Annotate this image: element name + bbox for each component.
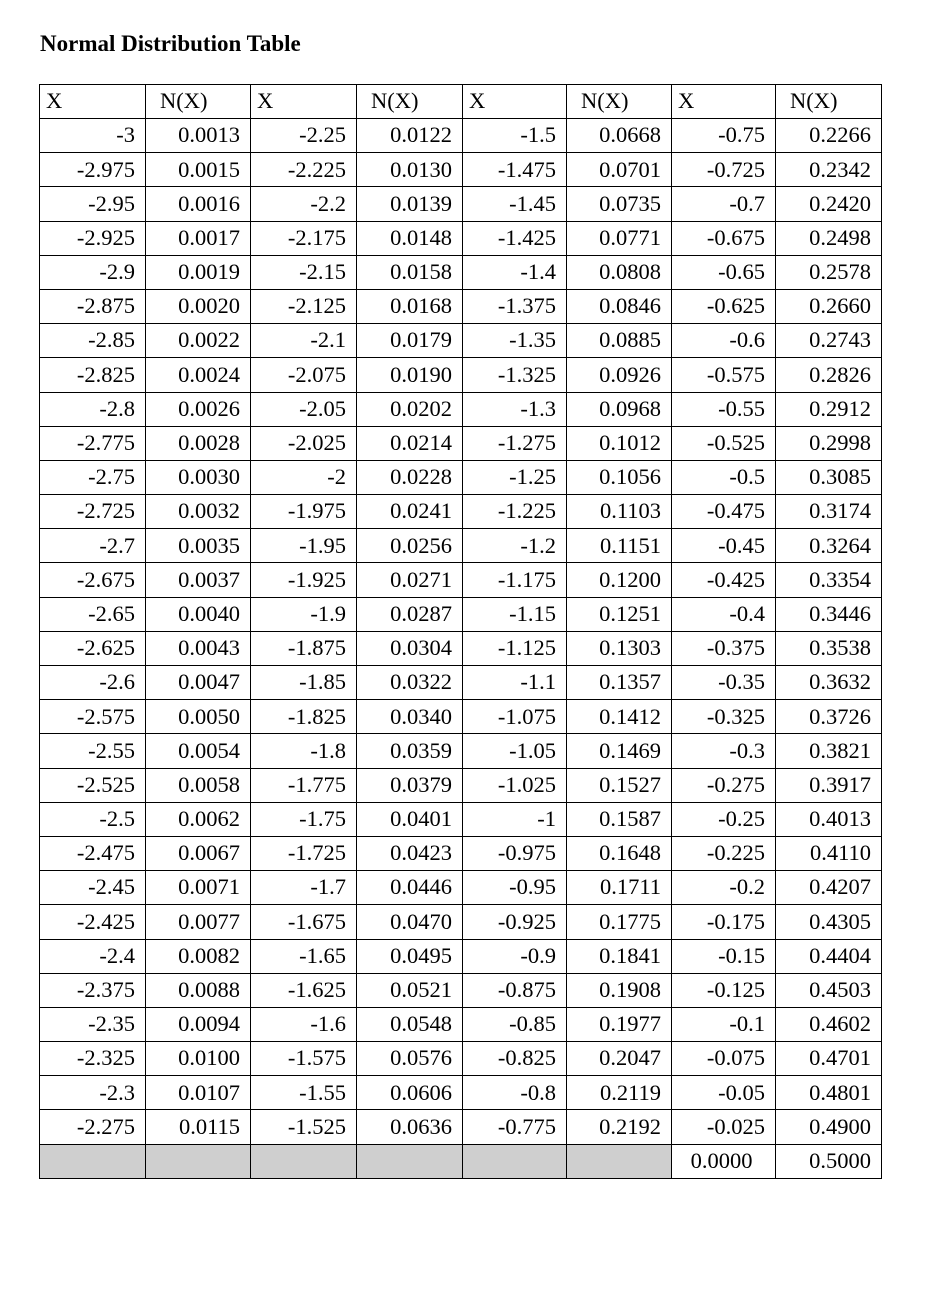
nx-value-cell: 0.1412	[567, 700, 672, 734]
nx-value-cell: 0.0028	[146, 426, 251, 460]
nx-value-cell: 0.1841	[567, 939, 672, 973]
x-value-cell: -0.65	[672, 255, 776, 289]
table-row	[40, 768, 882, 802]
x-value-cell: -2.125	[251, 289, 357, 323]
x-value-cell: -0.725	[672, 153, 776, 187]
nx-value-cell: 0.0287	[357, 597, 463, 631]
nx-value-cell: 0.0067	[146, 836, 251, 870]
x-value-cell: -2.8	[40, 392, 146, 426]
x-value-cell: -1.925	[251, 563, 357, 597]
nx-value-cell: 0.2342	[776, 153, 882, 187]
nx-value-cell: 0.0606	[357, 1076, 463, 1110]
x-value-cell: -2.35	[40, 1007, 146, 1041]
x-value-cell: -2.075	[251, 358, 357, 392]
x-value-cell: -2.05	[251, 392, 357, 426]
x-value-cell: -0.675	[672, 221, 776, 255]
x-value-cell: -1.375	[463, 289, 567, 323]
table-row	[40, 392, 882, 426]
x-value-cell: -2.7	[40, 529, 146, 563]
x-value-cell: -1.875	[251, 631, 357, 665]
nx-value-cell: 0.0035	[146, 529, 251, 563]
shaded-empty-cell	[251, 1144, 357, 1178]
nx-value-cell: 0.1200	[567, 563, 672, 597]
x-value-cell: -2.4	[40, 939, 146, 973]
nx-value-cell: 0.0015	[146, 153, 251, 187]
nx-value-cell: 0.1977	[567, 1007, 672, 1041]
column-header-nx: N(X)	[776, 85, 882, 119]
table-row	[40, 631, 882, 665]
x-value-cell: -0.575	[672, 358, 776, 392]
x-value-cell: -0.075	[672, 1042, 776, 1076]
x-value-cell: -0.25	[672, 802, 776, 836]
x-value-cell: -0.375	[672, 631, 776, 665]
x-value-cell: -1.65	[251, 939, 357, 973]
x-value-cell: -1.4	[463, 255, 567, 289]
table-row	[40, 153, 882, 187]
nx-value-cell: 0.1527	[567, 768, 672, 802]
table-row	[40, 187, 882, 221]
x-value-cell: -1.5	[463, 119, 567, 153]
column-header-nx: N(X)	[357, 85, 463, 119]
table-row	[40, 1110, 882, 1144]
nx-value-cell: 0.0115	[146, 1110, 251, 1144]
x-value-cell: -1.55	[251, 1076, 357, 1110]
x-value-cell: -0.925	[463, 905, 567, 939]
x-value-cell: -0.85	[463, 1007, 567, 1041]
table-row	[40, 836, 882, 870]
x-value-cell: -2.45	[40, 871, 146, 905]
column-header-nx: N(X)	[567, 85, 672, 119]
x-value-cell: -1.475	[463, 153, 567, 187]
x-value-cell: -1.6	[251, 1007, 357, 1041]
x-value-cell: -2.425	[40, 905, 146, 939]
x-value-cell: -1.225	[463, 495, 567, 529]
x-value-cell: -0.7	[672, 187, 776, 221]
x-value-cell: -1.725	[251, 836, 357, 870]
nx-value-cell: 0.0446	[357, 871, 463, 905]
x-value-cell: -2.725	[40, 495, 146, 529]
x-value-cell: -3	[40, 119, 146, 153]
shaded-empty-cell	[357, 1144, 463, 1178]
nx-value-cell: 0.0256	[357, 529, 463, 563]
nx-value-cell: 0.0359	[357, 734, 463, 768]
x-value-cell: -0.825	[463, 1042, 567, 1076]
nx-value-cell: 0.0968	[567, 392, 672, 426]
page-title: Normal Distribution Table	[40, 31, 301, 56]
nx-value-cell: 0.0423	[357, 836, 463, 870]
table-row	[40, 597, 882, 631]
nx-value-cell: 0.2420	[776, 187, 882, 221]
nx-value-cell: 0.4701	[776, 1042, 882, 1076]
x-value-cell: -0.775	[463, 1110, 567, 1144]
table-row	[40, 1042, 882, 1076]
x-value-cell: -2.625	[40, 631, 146, 665]
nx-value-cell: 0.2192	[567, 1110, 672, 1144]
x-value-cell: -1.45	[463, 187, 567, 221]
nx-value-cell: 0.0636	[357, 1110, 463, 1144]
x-value-cell: -0.8	[463, 1076, 567, 1110]
nx-value-cell: 0.2743	[776, 324, 882, 358]
nx-value-cell: 0.0088	[146, 973, 251, 1007]
nx-value-cell: 0.3174	[776, 495, 882, 529]
nx-value-cell: 0.1251	[567, 597, 672, 631]
x-value-cell: -1.125	[463, 631, 567, 665]
nx-value-cell: 0.0054	[146, 734, 251, 768]
nx-value-cell: 0.0024	[146, 358, 251, 392]
x-value-cell: -0.475	[672, 495, 776, 529]
nx-value-cell: 0.5000	[776, 1144, 882, 1178]
nx-value-cell: 0.0340	[357, 700, 463, 734]
x-value-cell: -2.15	[251, 255, 357, 289]
x-value-cell: -0.275	[672, 768, 776, 802]
nx-value-cell: 0.0228	[357, 460, 463, 494]
nx-value-cell: 0.2912	[776, 392, 882, 426]
x-value-cell: -0.2	[672, 871, 776, 905]
x-value-cell: -1.3	[463, 392, 567, 426]
nx-value-cell: 0.3354	[776, 563, 882, 597]
nx-value-cell: 0.3632	[776, 666, 882, 700]
nx-value-cell: 0.0016	[146, 187, 251, 221]
x-value-cell: -2.3	[40, 1076, 146, 1110]
table-row	[40, 119, 882, 153]
nx-value-cell: 0.1151	[567, 529, 672, 563]
column-header-x: X	[463, 85, 567, 119]
nx-value-cell: 0.0668	[567, 119, 672, 153]
table-row	[40, 939, 882, 973]
nx-value-cell: 0.0808	[567, 255, 672, 289]
nx-value-cell: 0.4602	[776, 1007, 882, 1041]
nx-value-cell: 0.0107	[146, 1076, 251, 1110]
x-value-cell: -1.775	[251, 768, 357, 802]
nx-value-cell: 0.4110	[776, 836, 882, 870]
nx-value-cell: 0.4207	[776, 871, 882, 905]
shaded-empty-cell	[567, 1144, 672, 1178]
table-row	[40, 426, 882, 460]
x-value-cell: -0.9	[463, 939, 567, 973]
x-value-cell: -1.95	[251, 529, 357, 563]
x-value-cell: -2.2	[251, 187, 357, 221]
nx-value-cell: 0.0701	[567, 153, 672, 187]
x-value-cell: -2.975	[40, 153, 146, 187]
nx-value-cell: 0.2498	[776, 221, 882, 255]
table-row	[40, 666, 882, 700]
table-row	[40, 1007, 882, 1041]
x-value-cell: -2.375	[40, 973, 146, 1007]
x-value-cell: -0.325	[672, 700, 776, 734]
x-value-cell: -1.625	[251, 973, 357, 1007]
nx-value-cell: 0.1012	[567, 426, 672, 460]
nx-value-cell: 0.0017	[146, 221, 251, 255]
nx-value-cell: 0.2578	[776, 255, 882, 289]
x-value-cell: -1.25	[463, 460, 567, 494]
nx-value-cell: 0.0043	[146, 631, 251, 665]
x-value-cell: -1.05	[463, 734, 567, 768]
x-value-cell: -1.525	[251, 1110, 357, 1144]
x-value-cell: -0.875	[463, 973, 567, 1007]
nx-value-cell: 0.0100	[146, 1042, 251, 1076]
column-header-x: X	[40, 85, 146, 119]
nx-value-cell: 0.0094	[146, 1007, 251, 1041]
nx-value-cell: 0.2826	[776, 358, 882, 392]
x-value-cell: -0.45	[672, 529, 776, 563]
x-value-cell: -2.75	[40, 460, 146, 494]
x-value-cell: -1.575	[251, 1042, 357, 1076]
x-value-cell: -1.2	[463, 529, 567, 563]
x-value-cell: -1.275	[463, 426, 567, 460]
x-value-cell: -0.3	[672, 734, 776, 768]
table-row	[40, 871, 882, 905]
x-value-cell: -1.825	[251, 700, 357, 734]
nx-value-cell: 0.0271	[357, 563, 463, 597]
table-row	[40, 973, 882, 1007]
x-value-cell: -2.675	[40, 563, 146, 597]
nx-value-cell: 0.3821	[776, 734, 882, 768]
nx-value-cell: 0.0168	[357, 289, 463, 323]
x-value-cell: -0.025	[672, 1110, 776, 1144]
nx-value-cell: 0.2047	[567, 1042, 672, 1076]
nx-value-cell: 0.0470	[357, 905, 463, 939]
x-value-cell: -0.95	[463, 871, 567, 905]
table-row	[40, 221, 882, 255]
nx-value-cell: 0.0576	[357, 1042, 463, 1076]
nx-value-cell: 0.0032	[146, 495, 251, 529]
nx-value-cell: 0.1775	[567, 905, 672, 939]
nx-value-cell: 0.1711	[567, 871, 672, 905]
shaded-empty-cell	[40, 1144, 146, 1178]
nx-value-cell: 0.0926	[567, 358, 672, 392]
x-value-cell: -0.125	[672, 973, 776, 1007]
x-value-cell: -1.75	[251, 802, 357, 836]
x-value-cell: -2.175	[251, 221, 357, 255]
table-header-row	[40, 85, 882, 119]
table-row	[40, 1076, 882, 1110]
nx-value-cell: 0.0190	[357, 358, 463, 392]
nx-value-cell: 0.3538	[776, 631, 882, 665]
nx-value-cell: 0.0846	[567, 289, 672, 323]
x-value-cell: -1.325	[463, 358, 567, 392]
nx-value-cell: 0.0322	[357, 666, 463, 700]
x-value-cell: -1.8	[251, 734, 357, 768]
nx-value-cell: 0.0771	[567, 221, 672, 255]
nx-value-cell: 0.0885	[567, 324, 672, 358]
x-value-cell: -1.175	[463, 563, 567, 597]
x-value-cell: -0.525	[672, 426, 776, 460]
table-row	[40, 495, 882, 529]
nx-value-cell: 0.0139	[357, 187, 463, 221]
x-value-cell: -0.975	[463, 836, 567, 870]
x-value-cell: -1.425	[463, 221, 567, 255]
nx-value-cell: 0.0022	[146, 324, 251, 358]
x-value-cell: -0.5	[672, 460, 776, 494]
x-value-cell: -0.35	[672, 666, 776, 700]
shaded-empty-cell	[146, 1144, 251, 1178]
nx-value-cell: 0.3917	[776, 768, 882, 802]
nx-value-cell: 0.1056	[567, 460, 672, 494]
nx-value-cell: 0.0735	[567, 187, 672, 221]
table-row	[40, 700, 882, 734]
table-row	[40, 460, 882, 494]
x-value-cell: -0.425	[672, 563, 776, 597]
x-value-cell: -1.975	[251, 495, 357, 529]
nx-value-cell: 0.4900	[776, 1110, 882, 1144]
x-value-cell: -1.7	[251, 871, 357, 905]
x-value-cell: -1.15	[463, 597, 567, 631]
x-value-cell: -2.875	[40, 289, 146, 323]
x-value-cell: -1	[463, 802, 567, 836]
x-value-cell: -2.95	[40, 187, 146, 221]
x-value-cell: -2.85	[40, 324, 146, 358]
x-value-cell: -2.5	[40, 802, 146, 836]
nx-value-cell: 0.0082	[146, 939, 251, 973]
column-header-nx: N(X)	[146, 85, 251, 119]
nx-value-cell: 0.0058	[146, 768, 251, 802]
nx-value-cell: 0.0062	[146, 802, 251, 836]
x-value-cell: -2.025	[251, 426, 357, 460]
nx-value-cell: 0.0020	[146, 289, 251, 323]
x-value-cell: -1.35	[463, 324, 567, 358]
x-value-cell: -2.9	[40, 255, 146, 289]
nx-value-cell: 0.3085	[776, 460, 882, 494]
x-value-cell: -2.25	[251, 119, 357, 153]
x-value-cell: -2.225	[251, 153, 357, 187]
x-value-cell: -2.275	[40, 1110, 146, 1144]
x-value-cell: -1.1	[463, 666, 567, 700]
nx-value-cell: 0.0130	[357, 153, 463, 187]
x-value-cell: -2.1	[251, 324, 357, 358]
column-header-x: X	[672, 85, 776, 119]
nx-value-cell: 0.3264	[776, 529, 882, 563]
table-row	[40, 324, 882, 358]
x-value-cell: -2.525	[40, 768, 146, 802]
x-value-cell: -0.55	[672, 392, 776, 426]
x-value-cell: -2.825	[40, 358, 146, 392]
nx-value-cell: 0.0071	[146, 871, 251, 905]
nx-value-cell: 0.0548	[357, 1007, 463, 1041]
x-value-cell: -0.15	[672, 939, 776, 973]
nx-value-cell: 0.1648	[567, 836, 672, 870]
nx-value-cell: 0.0495	[357, 939, 463, 973]
nx-value-cell: 0.0013	[146, 119, 251, 153]
x-value-cell: -1.9	[251, 597, 357, 631]
x-value-cell: -0.75	[672, 119, 776, 153]
table-row	[40, 905, 882, 939]
x-value-cell: -0.625	[672, 289, 776, 323]
nx-value-cell: 0.1303	[567, 631, 672, 665]
nx-value-cell: 0.3726	[776, 700, 882, 734]
nx-value-cell: 0.0379	[357, 768, 463, 802]
nx-value-cell: 0.1469	[567, 734, 672, 768]
nx-value-cell: 0.0148	[357, 221, 463, 255]
x-value-cell: -2.925	[40, 221, 146, 255]
nx-value-cell: 0.0050	[146, 700, 251, 734]
nx-value-cell: 0.1357	[567, 666, 672, 700]
nx-value-cell: 0.2998	[776, 426, 882, 460]
table-row-final	[40, 1144, 882, 1178]
nx-value-cell: 0.0019	[146, 255, 251, 289]
nx-value-cell: 0.0202	[357, 392, 463, 426]
nx-value-cell: 0.0214	[357, 426, 463, 460]
nx-value-cell: 0.0304	[357, 631, 463, 665]
x-value-cell: -1.025	[463, 768, 567, 802]
x-value-cell: -0.4	[672, 597, 776, 631]
x-value-cell: -2.6	[40, 666, 146, 700]
table-row	[40, 358, 882, 392]
nx-value-cell: 0.0158	[357, 255, 463, 289]
nx-value-cell: 0.4013	[776, 802, 882, 836]
table-row	[40, 529, 882, 563]
table-row	[40, 802, 882, 836]
table-row	[40, 734, 882, 768]
x-value-cell: -2	[251, 460, 357, 494]
nx-value-cell: 0.0241	[357, 495, 463, 529]
nx-value-cell: 0.0040	[146, 597, 251, 631]
table-row	[40, 255, 882, 289]
nx-value-cell: 0.0521	[357, 973, 463, 1007]
x-value-cell: -2.325	[40, 1042, 146, 1076]
x-value-cell: -0.175	[672, 905, 776, 939]
table-row	[40, 563, 882, 597]
x-value-cell: -0.1	[672, 1007, 776, 1041]
nx-value-cell: 0.4503	[776, 973, 882, 1007]
nx-value-cell: 0.0026	[146, 392, 251, 426]
nx-value-cell: 0.0030	[146, 460, 251, 494]
nx-value-cell: 0.4404	[776, 939, 882, 973]
nx-value-cell: 0.0179	[357, 324, 463, 358]
x-value-cell: -2.55	[40, 734, 146, 768]
nx-value-cell: 0.2660	[776, 289, 882, 323]
normal-distribution-table	[39, 84, 882, 1179]
nx-value-cell: 0.4305	[776, 905, 882, 939]
nx-value-cell: 0.2119	[567, 1076, 672, 1110]
table-row	[40, 289, 882, 323]
x-value-cell: -1.675	[251, 905, 357, 939]
x-value-cell: -2.575	[40, 700, 146, 734]
nx-value-cell: 0.1587	[567, 802, 672, 836]
shaded-empty-cell	[463, 1144, 567, 1178]
nx-value-cell: 0.0037	[146, 563, 251, 597]
nx-value-cell: 0.1103	[567, 495, 672, 529]
nx-value-cell: 0.0047	[146, 666, 251, 700]
x-value-cell: -1.85	[251, 666, 357, 700]
x-value-cell: 0.0000	[672, 1144, 776, 1178]
nx-value-cell: 0.2266	[776, 119, 882, 153]
nx-value-cell: 0.0401	[357, 802, 463, 836]
x-value-cell: -0.05	[672, 1076, 776, 1110]
x-value-cell: -2.475	[40, 836, 146, 870]
nx-value-cell: 0.0077	[146, 905, 251, 939]
nx-value-cell: 0.0122	[357, 119, 463, 153]
column-header-x: X	[251, 85, 357, 119]
x-value-cell: -0.225	[672, 836, 776, 870]
x-value-cell: -2.775	[40, 426, 146, 460]
x-value-cell: -1.075	[463, 700, 567, 734]
nx-value-cell: 0.3446	[776, 597, 882, 631]
x-value-cell: -2.65	[40, 597, 146, 631]
nx-value-cell: 0.4801	[776, 1076, 882, 1110]
x-value-cell: -0.6	[672, 324, 776, 358]
nx-value-cell: 0.1908	[567, 973, 672, 1007]
